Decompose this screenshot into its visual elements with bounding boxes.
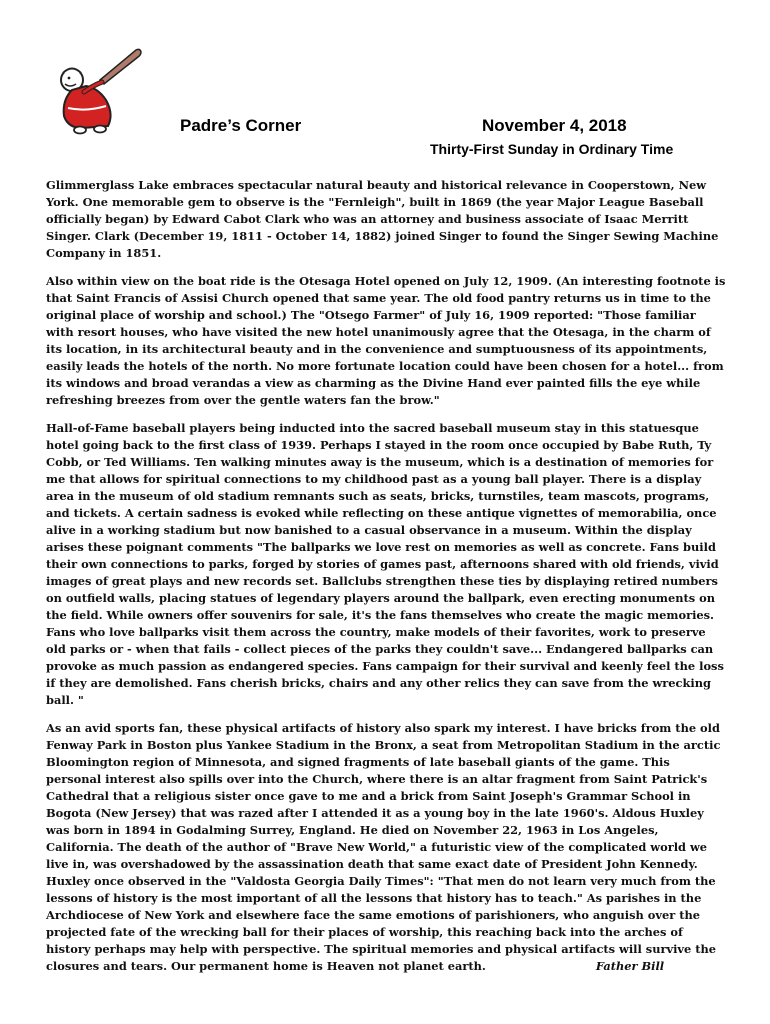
column-title: Padre’s Corner xyxy=(180,116,302,135)
paragraph-artifacts xyxy=(46,720,726,975)
signature: Father Bill xyxy=(595,959,665,973)
paragraph-artifacts-text: As an avid sports fan, these physical artifacts of history also spark my interest. I have bricks from the old Fenway Park in Boston plus Yankee Stadium in the Bronx, a seat from Metropolitan Stadium in the arctic Bloomington region of Minnesota, and signed fragments of late baseball giants of the game. This personal interest also spills over into the Church, where there is an altar fragment from Saint Patrick's Cathedral that a religious sister once gave to me and a brick from Saint Joseph's Grammar School in Bogota (New Jersey) that was razed after I attended it as a young boy in the late 1960's. Aldous Huxley was born in 1894 in Godalming Surrey, England. He died on November 22, 1963 in Los Angeles, California. The death of the author of "Brave New World," a futuristic view of the complicated world we live in, was overshadowed by the assassination death that same exact date of President John Kennedy. Huxley once observed in the "Valdosta Georgia Daily Times": "That men do not learn very much from the lessons of history is the most important of all the lessons that history has to teach." As parishes in the Archdiocese of New York and elsewhere face the same emotions of parishioners, who anguish over the projected fate of the wrecking ball for their places of worship, this reaching back into the arches of history perhaps may help with perspective. The spiritual memories and physical artifacts will survive the closures and tears. Our permanent home is Heaven not planet earth. xyxy=(46,721,721,973)
padre-mascot-logo xyxy=(50,42,146,138)
paragraph-otesaga-hotel: Also within view on the boat ride is the Otesaga Hotel opened on July 12, 1909. (An interesting footnote is that Saint Francis of Assisi Church opened that same year. The old food pantry returns us in time to the original place of worship and school.) The "Otsego Farmer" of July 16, 1909 reported: "Those familiar with resort houses, who have visited the new hotel unanimously agree that the Otesaga, in the charm of its location, in its architectural beauty and in the convenience and sumptuousness of its appointments, easily leads the hotels of the north. No more fortunate location could have been chosen for a hotel... from its windows and broad verandas a view as charming as the Divine Hand ever painted fills the eye while refreshing breezes from over the gentle waters fan the brow." xyxy=(46,274,726,407)
baseball-padre-mascot-icon xyxy=(50,42,146,138)
paragraph-hall-of-fame: Hall-of-Fame baseball players being inducted into the sacred baseball museum stay in this statuesque hotel going back to the first class of 1939. Perhaps I stayed in the room once occupied by Babe Ruth, Ty Cobb, or Ted Williams. Ten walking minutes away is the museum, which is a destination of memories for me that allows for spiritual connections to my childhood past as a young ball player. There is a display area in the museum of old stadium remnants such as seats, bricks, turnstiles, team mascots, programs, and tickets. A certain sadness is evoked while reflecting on these antique vignettes of memorabilia, once alive in a working stadium but now banished to a casual observance in a museum. Within the display arises these poignant comments "The ballparks we love rest on memories as well as concrete. Fans build their own connections to parks, forged by stories of games past, afternoons shared with old friends, vivid images of great plays and new records set. Ballclubs strengthen these ties by displaying retired numbers on outfield walls, placing statues of legendary players around the ballpark, even erecting monuments on the field. While owners offer souvenirs for sale, it's the fans themselves who create the magic memories. Fans who love ballparks visit them across the country, make models of their favorites, work to preserve old parks or - when that fails - collect pieces of the parks they couldn't save... Endangered ballparks can provoke as much passion as endangered species. Fans campaign for their survival and keenly feel the loss if they are demolished. Fans cherish bricks, chairs and any other relics they can save from the wrecking ball. " xyxy=(46,421,724,707)
liturgical-subtitle: Thirty-First Sunday in Ordinary Time xyxy=(430,141,674,157)
column-date: November 4, 2018 xyxy=(482,116,627,135)
paragraph-fernleigh: Glimmerglass Lake embraces spectacular natural beauty and historical relevance in Cooperstown, New York. One memorable gem to observe is the "Fernleigh", built in 1869 (the year Major League Baseball officially began) by Edward Cabot Clark who was an attorney and business associate of Isaac Merritt Singer. Clark (December 19, 1811 - October 14, 1882) joined Singer to found the Singer Sewing Machine Company in 1851. xyxy=(46,178,719,260)
article-body xyxy=(46,177,726,986)
